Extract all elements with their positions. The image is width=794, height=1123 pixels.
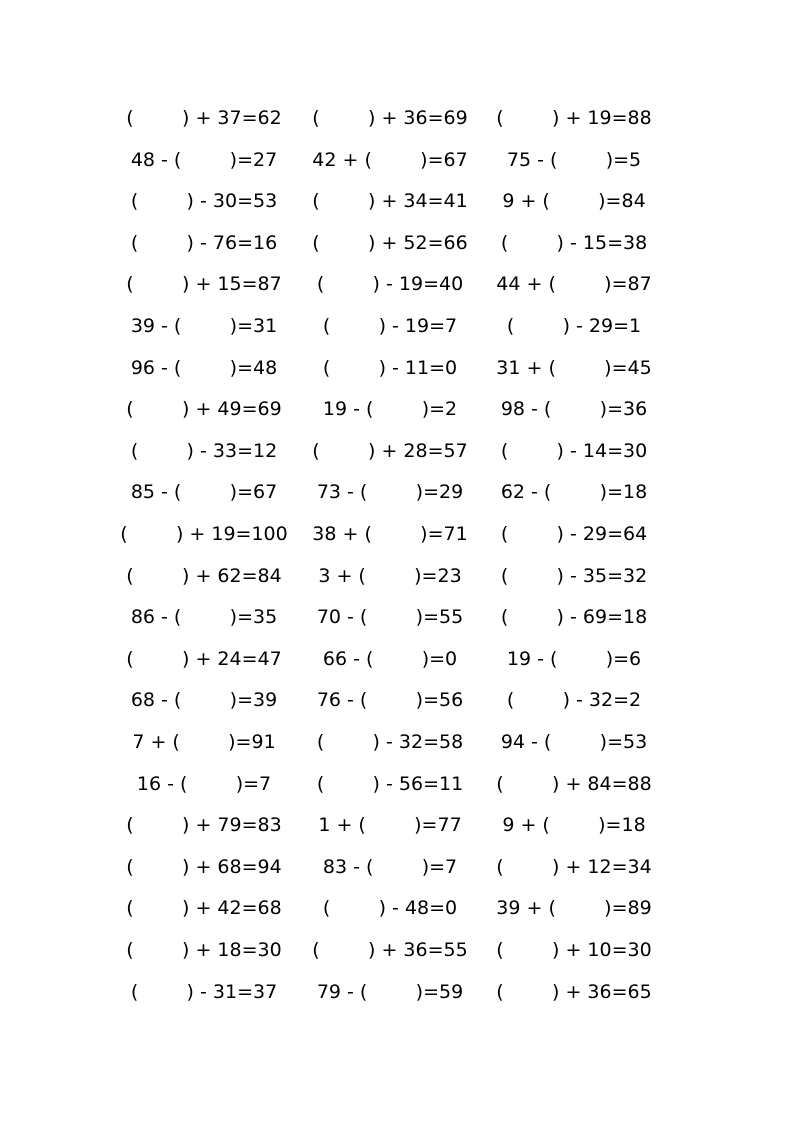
equation: ( ) - 14=30	[500, 439, 648, 462]
equation: ( ) + 84=88	[496, 772, 652, 795]
problem-row	[0, 888, 794, 930]
equation: 98 - ( )=36	[500, 398, 648, 421]
equation: 16 - ( )=7	[136, 772, 272, 795]
problem-row	[0, 847, 794, 889]
equation: ( ) - 56=11	[316, 772, 464, 795]
problem-row	[0, 764, 794, 806]
equation: 66 - ( )=0	[322, 647, 458, 670]
equation: ( ) + 19=88	[496, 107, 652, 129]
equation: 44 + ( )=87	[496, 273, 652, 296]
problem-row	[0, 264, 794, 306]
equation: ( ) + 12=34	[496, 855, 652, 878]
equation: 48 - ( )=27	[130, 148, 278, 171]
equation: 85 - ( )=67	[130, 481, 278, 504]
equation: ( ) + 18=30	[126, 939, 282, 961]
equation: ( ) + 42=68	[126, 897, 282, 920]
equation: ( ) - 30=53	[130, 190, 278, 213]
problem-row	[0, 722, 794, 764]
equation: ( ) - 11=0	[322, 356, 458, 379]
equation: ( ) - 19=40	[316, 273, 464, 296]
equation: 19 - ( )=2	[322, 398, 458, 421]
equation: ( ) + 15=87	[126, 273, 282, 296]
equation: 3 + ( )=23	[318, 564, 462, 587]
equation: ( ) + 10=30	[496, 939, 652, 961]
equation: ( ) + 52=66	[312, 231, 468, 254]
equation: 42 + ( )=67	[312, 148, 468, 171]
problem-row	[0, 930, 794, 972]
problem-row	[0, 181, 794, 223]
equation: ( ) + 28=57	[312, 439, 468, 462]
equation: ( ) - 33=12	[130, 439, 278, 462]
problem-row	[0, 140, 794, 182]
problem-row	[0, 639, 794, 681]
problem-row	[0, 680, 794, 722]
equation: ( ) - 29=64	[500, 523, 648, 545]
problem-row	[0, 431, 794, 473]
equation: ( ) - 48=0	[322, 897, 458, 920]
equation: ( ) - 29=1	[506, 315, 642, 337]
equation: 70 - ( )=55	[316, 606, 464, 629]
equation: 9 + ( )=84	[502, 190, 646, 213]
equation: ( ) - 35=32	[500, 564, 648, 587]
equation: ( ) + 24=47	[126, 647, 282, 670]
equation: 76 - ( )=56	[316, 689, 464, 712]
problem-row	[0, 514, 794, 556]
problem-row	[0, 306, 794, 348]
equation: 1 + ( )=77	[318, 814, 462, 837]
equation: ( ) + 34=41	[312, 190, 468, 213]
problem-row	[0, 223, 794, 265]
equation: 68 - ( )=39	[130, 689, 278, 712]
problem-row	[0, 348, 794, 390]
equation: ( ) - 15=38	[500, 231, 648, 254]
equation: ( ) + 36=55	[312, 939, 468, 961]
equation: 73 - ( )=29	[316, 481, 464, 504]
equation: ( ) - 76=16	[130, 231, 278, 254]
equation: 19 - ( )=6	[506, 647, 642, 670]
equation: 94 - ( )=53	[500, 731, 648, 753]
problem-row	[0, 597, 794, 639]
problem-row	[0, 556, 794, 598]
equation: 39 + ( )=89	[496, 897, 652, 920]
equation: 75 - ( )=5	[506, 148, 642, 171]
equation: ( ) - 32=58	[316, 731, 464, 753]
equation: ( ) + 79=83	[126, 814, 282, 837]
equation: 86 - ( )=35	[130, 606, 278, 629]
equation: ( ) - 69=18	[500, 606, 648, 629]
equation: ( ) + 37=62	[126, 107, 282, 129]
problem-row	[0, 972, 794, 1014]
problem-row	[0, 472, 794, 514]
equation: ( ) - 31=37	[130, 980, 278, 1003]
equation: 31 + ( )=45	[496, 356, 652, 379]
equation: ( ) + 36=65	[496, 980, 652, 1003]
problem-row	[0, 805, 794, 847]
equation: ( ) + 68=94	[126, 855, 282, 878]
problem-row	[0, 389, 794, 431]
equation: 38 + ( )=71	[312, 523, 468, 545]
equation: 79 - ( )=59	[316, 980, 464, 1003]
equation: 83 - ( )=7	[322, 855, 458, 878]
equation: 9 + ( )=18	[502, 814, 646, 837]
equation: ( ) + 19=100	[120, 523, 288, 545]
equation: ( ) + 49=69	[126, 398, 282, 421]
equation: ( ) + 36=69	[312, 107, 468, 129]
equation: ( ) - 19=7	[322, 315, 458, 337]
equation: ( ) + 62=84	[126, 564, 282, 587]
equation: 7 + ( )=91	[132, 731, 276, 753]
equation: 62 - ( )=18	[500, 481, 648, 504]
problem-row	[0, 98, 794, 140]
equation: 39 - ( )=31	[130, 315, 278, 337]
equation: 96 - ( )=48	[130, 356, 278, 379]
equation: ( ) - 32=2	[506, 689, 642, 712]
